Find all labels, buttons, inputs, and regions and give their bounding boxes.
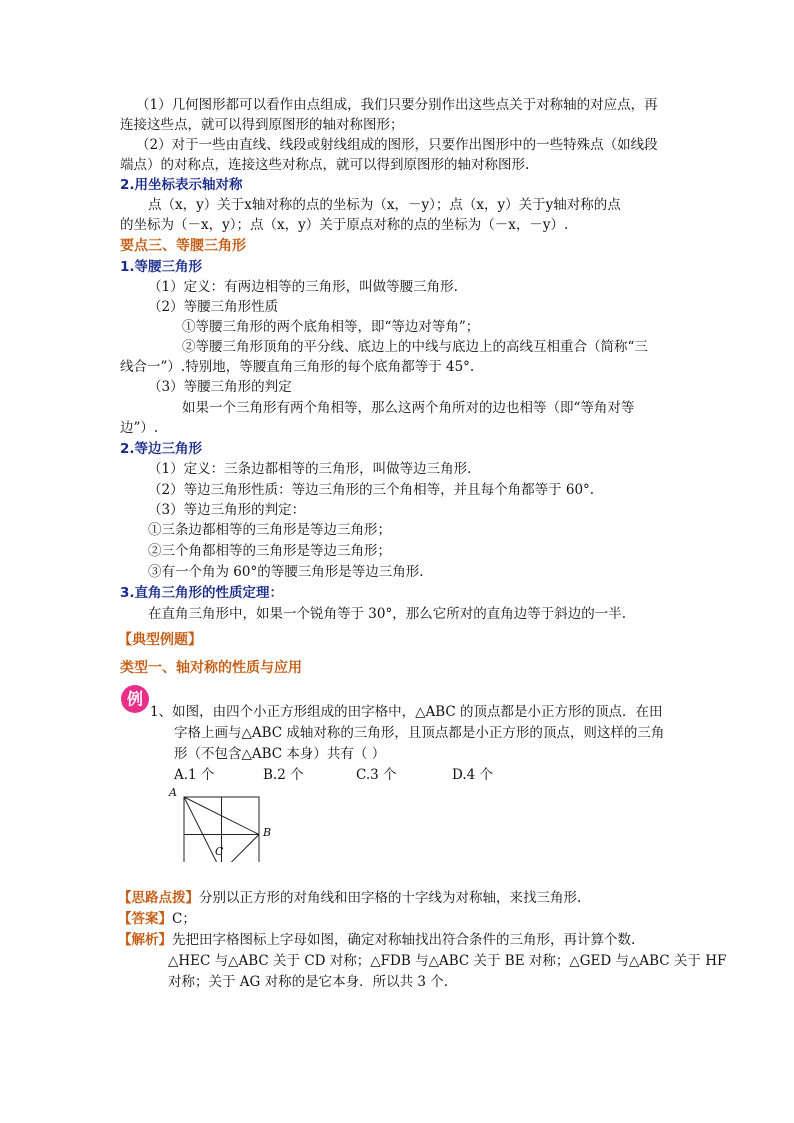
text-line: （2）对于一些由直线、线段或射线组成的图形，只要作出图形中的一些特殊点（如线段: [136, 137, 658, 153]
analysis-text: 先把田字格图标上字母如图，确定对称轴找出符合条件的三角形，再计算个数.: [172, 932, 636, 948]
text-line: ③有一个角为 60°的等腰三角形是等边三角形.: [148, 564, 424, 580]
section-heading: 2.等边三角形: [120, 441, 203, 457]
text-line: 边”）.: [120, 420, 159, 436]
text-line: ①三条边都相等的三角形是等边三角形；: [148, 522, 391, 538]
question-line: 1、如图，由四个小正方形组成的田字格中，△ABC 的顶点都是小正方形的顶点．在田: [150, 704, 663, 720]
hint-text: 分别以正方形的对角线和田字格的十字线为对称轴，来找三角形.: [199, 890, 582, 906]
text-line: 在直角三角形中，如果一个锐角等于 30°，那么它所对的直角边等于斜边的一半.: [148, 606, 627, 622]
text-line: （2）等腰三角形性质: [148, 299, 279, 315]
option-d: D.4 个: [452, 767, 494, 783]
text-line: 线合一”）.特别地，等腰直角三角形的每个底角都等于 45°.: [120, 359, 475, 375]
text-line: ①等腰三角形的两个底角相等，即“等边对等角”；: [182, 319, 480, 335]
vertex-label-a: A: [169, 786, 177, 799]
question-line: 形（不包含△ABC 本身）共有（ ）: [174, 746, 386, 762]
analysis-line: △HEC 与△ABC 关于 CD 对称；△FDB 与△ABC 关于 BE 对称；△GED 与△ABC 关于 HF: [168, 953, 727, 969]
text-line: （2）等边三角形性质：等边三角形的三个角相等，并且每个角都等于 60°.: [148, 482, 595, 498]
examples-heading: 【典型例题】: [118, 632, 202, 648]
analysis-label: 【解析】: [118, 932, 172, 948]
example-badge-glyph: 例: [126, 689, 144, 709]
answer-text: C；: [172, 911, 196, 927]
text-line: ②三个角都相等的三角形是等边三角形；: [148, 543, 391, 559]
triangle-side-bc: [222, 835, 260, 863]
text-line: （1）定义：三条边都相等的三角形，叫做等边三角形.: [148, 461, 472, 477]
section-heading: 1.等腰三角形: [120, 259, 203, 275]
section-heading: 2.用坐标表示轴对称: [120, 177, 243, 193]
option-c: C.3 个: [356, 767, 397, 783]
text-line: 端点）的对称点，连接这些对称点，就可以得到原图形的轴对称图形.: [120, 157, 530, 173]
text-line: （3）等边三角形的判定：: [148, 502, 306, 518]
type-heading: 类型一、轴对称的性质与应用: [120, 660, 302, 676]
hint-label: 【思路点拨】: [118, 890, 199, 906]
text-line: （3）等腰三角形的判定: [148, 379, 292, 395]
text-line: 的坐标为（－x，y）；点（x，y）关于原点对称的点的坐标为（－x，－y）.: [120, 217, 569, 233]
example-badge-icon: [120, 684, 150, 714]
text-line: 连接这些点，就可以得到原图形的轴对称图形；: [120, 117, 404, 133]
answer-line: [118, 909, 196, 929]
vertex-label-b: B: [263, 826, 272, 839]
hint-line: [118, 888, 581, 908]
text-line: （1）定义：有两边相等的三角形，叫做等腰三角形.: [148, 279, 458, 295]
vertex-label-c: C: [215, 845, 224, 858]
key-point-heading: 要点三、等腰三角形: [120, 238, 246, 254]
text-line: 如果一个三角形有两个角相等，那么这两个角所对的边也相等（即“等角对等: [182, 400, 635, 416]
analysis-line: 对称；关于 AG 对称的是它本身．所以共 3 个.: [168, 974, 449, 990]
text-line: （1）几何图形都可以看作由点组成，我们只要分别作出这些点关于对称轴的对应点，再: [136, 97, 658, 113]
text-line: 点（x，y）关于x轴对称的点的坐标为（x，－y）；点（x，y）关于y轴对称的点: [148, 197, 621, 213]
option-b: B.2 个: [263, 767, 304, 783]
question-line: 字格上画与△ABC 成轴对称的三角形，且顶点都是小正方形的顶点，则这样的三角: [174, 725, 665, 741]
analysis-line: [118, 930, 635, 950]
answer-label: 【答案】: [118, 911, 172, 927]
section-heading: 3.直角三角形的性质定理：: [120, 585, 284, 601]
text-line: ②等腰三角形顶角的平分线、底边上的中线与底边上的高线互相重合（简称“三: [182, 339, 648, 355]
option-a: A.1 个: [174, 767, 215, 783]
